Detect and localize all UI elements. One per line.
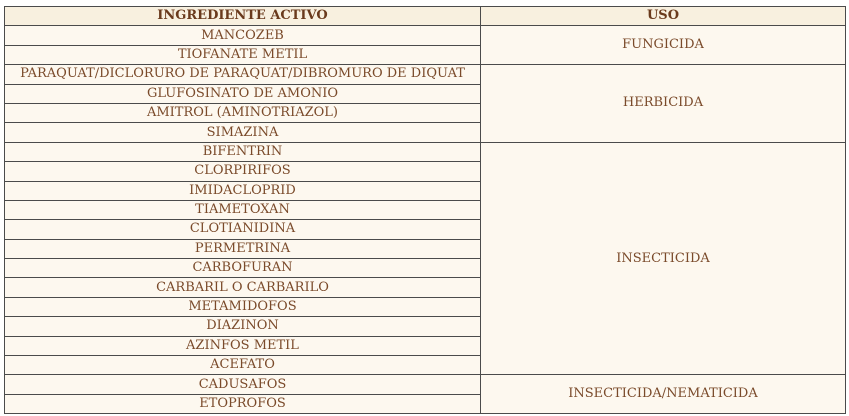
ingrediente-cell: CARBARIL O CARBARILO [5, 278, 481, 297]
table-row [5, 375, 846, 394]
uso-cell: INSECTICIDA/NEMATICIDA [481, 375, 846, 414]
header-ingrediente-activo: INGREDIENTE ACTIVO [5, 7, 481, 26]
ingrediente-cell: BIFENTRIN [5, 142, 481, 161]
table-row [5, 26, 846, 45]
ingrediente-cell: METAMIDOFOS [5, 297, 481, 316]
ingrediente-cell: CLOTIANIDINA [5, 220, 481, 239]
ingrediente-cell: IMIDACLOPRID [5, 181, 481, 200]
table-row [5, 65, 846, 84]
ingrediente-cell: CARBOFURAN [5, 259, 481, 278]
uso-cell: HERBICIDA [481, 65, 846, 143]
ingrediente-cell: MANCOZEB [5, 26, 481, 45]
ingrediente-cell: PERMETRINA [5, 239, 481, 258]
table-row [5, 142, 846, 161]
ingrediente-cell: TIAMETOXAN [5, 200, 481, 219]
header-row [5, 7, 846, 26]
ingrediente-cell: ACEFATO [5, 356, 481, 375]
uso-cell: FUNGICIDA [481, 26, 846, 65]
uso-cell: INSECTICIDA [481, 142, 846, 375]
ingrediente-cell: TIOFANATE METIL [5, 45, 481, 64]
header-uso: USO [481, 7, 846, 26]
ingrediente-cell: ETOPROFOS [5, 394, 481, 413]
ingrediente-cell: CADUSAFOS [5, 375, 481, 394]
ingrediente-cell: CLORPIRIFOS [5, 162, 481, 181]
ingrediente-cell: AZINFOS METIL [5, 336, 481, 355]
table-body [5, 26, 846, 414]
ingrediente-cell: AMITROL (AMINOTRIAZOL) [5, 103, 481, 122]
ingrediente-cell: GLUFOSINATO DE AMONIO [5, 84, 481, 103]
ingredients-table [4, 6, 846, 414]
table-header [5, 7, 846, 26]
ingrediente-cell: SIMAZINA [5, 123, 481, 142]
ingrediente-cell: DIAZINON [5, 317, 481, 336]
ingrediente-cell: PARAQUAT/DICLORURO DE PARAQUAT/DIBROMURO DE DIQUAT [5, 65, 481, 84]
